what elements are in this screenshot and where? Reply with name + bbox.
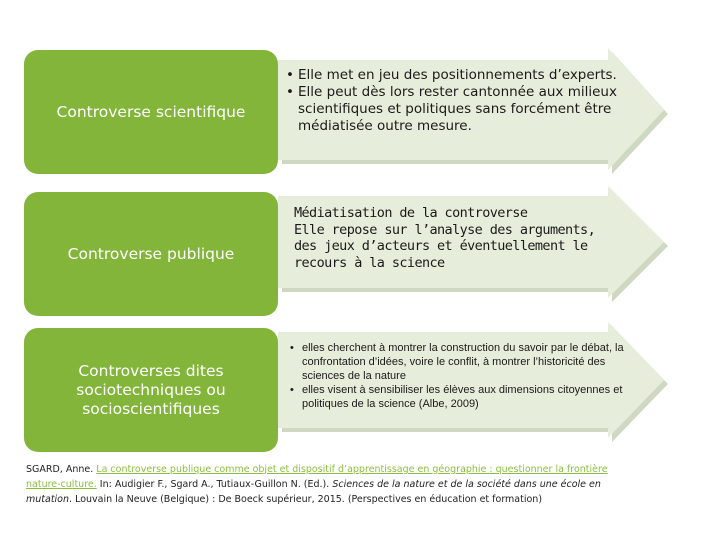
box-controverses-sociotechniques <box>24 328 278 452</box>
arrow-line: Elle repose sur l’analyse des arguments, des jeux d’acteurs et éventuellement le recours à la science <box>294 221 596 271</box>
bullet-item: • Elle peut dès lors rester cantonnée aux milieux scientifiques et politiques sans forcément être médiatisée outre mesure. <box>298 84 636 135</box>
bullet-item: • elles cherchent à montrer la construction du savoir par le débat, la confrontation d’idées, voire le conflit, à montrer l’historicité des sciences de la nature <box>302 341 628 383</box>
arrow-text-3 <box>290 341 628 411</box>
box-label: Controverse publique <box>67 245 235 263</box>
arrow-line: Médiatisation de la controverse <box>294 205 528 221</box>
citation-author: SGARD, Anne. <box>26 464 94 475</box>
bullet-list-3 <box>290 341 628 411</box>
arrow-text-1 <box>286 67 636 135</box>
box-controverse-publique <box>24 192 278 316</box>
box-label: Controverses dites sociotechniques ou socioscientifiques <box>76 361 226 418</box>
bullet-item: • Elle met en jeu des positionnements d’experts. <box>298 67 636 84</box>
citation-book-title: Sciences de la nature et de la société dans une école en mutation <box>26 479 601 505</box>
citation <box>26 462 626 507</box>
bullet-item: • elles visent à sensibiliser les élèves aux dimensions citoyennes et politiques de la science (Albe, 2009) <box>302 383 628 411</box>
citation-publisher: . Louvain la Neuve (Belgique) : De Boeck supérieur, 2015. (Perspectives en éducation et formation) <box>69 494 543 505</box>
citation-link[interactable]: La controverse publique comme objet et dispositif d’apprentissage en géographie : questionner la frontière nature-culture. <box>26 464 608 490</box>
bullet-list-1 <box>286 67 636 135</box>
citation-in: In: Audigier F., Sgard A., Tutiaux-Guillon N. (Ed.). <box>99 479 330 490</box>
arrow-text-2 <box>294 205 614 271</box>
box-label: Controverse scientifique <box>56 103 246 121</box>
box-controverse-scientifique <box>24 50 278 174</box>
